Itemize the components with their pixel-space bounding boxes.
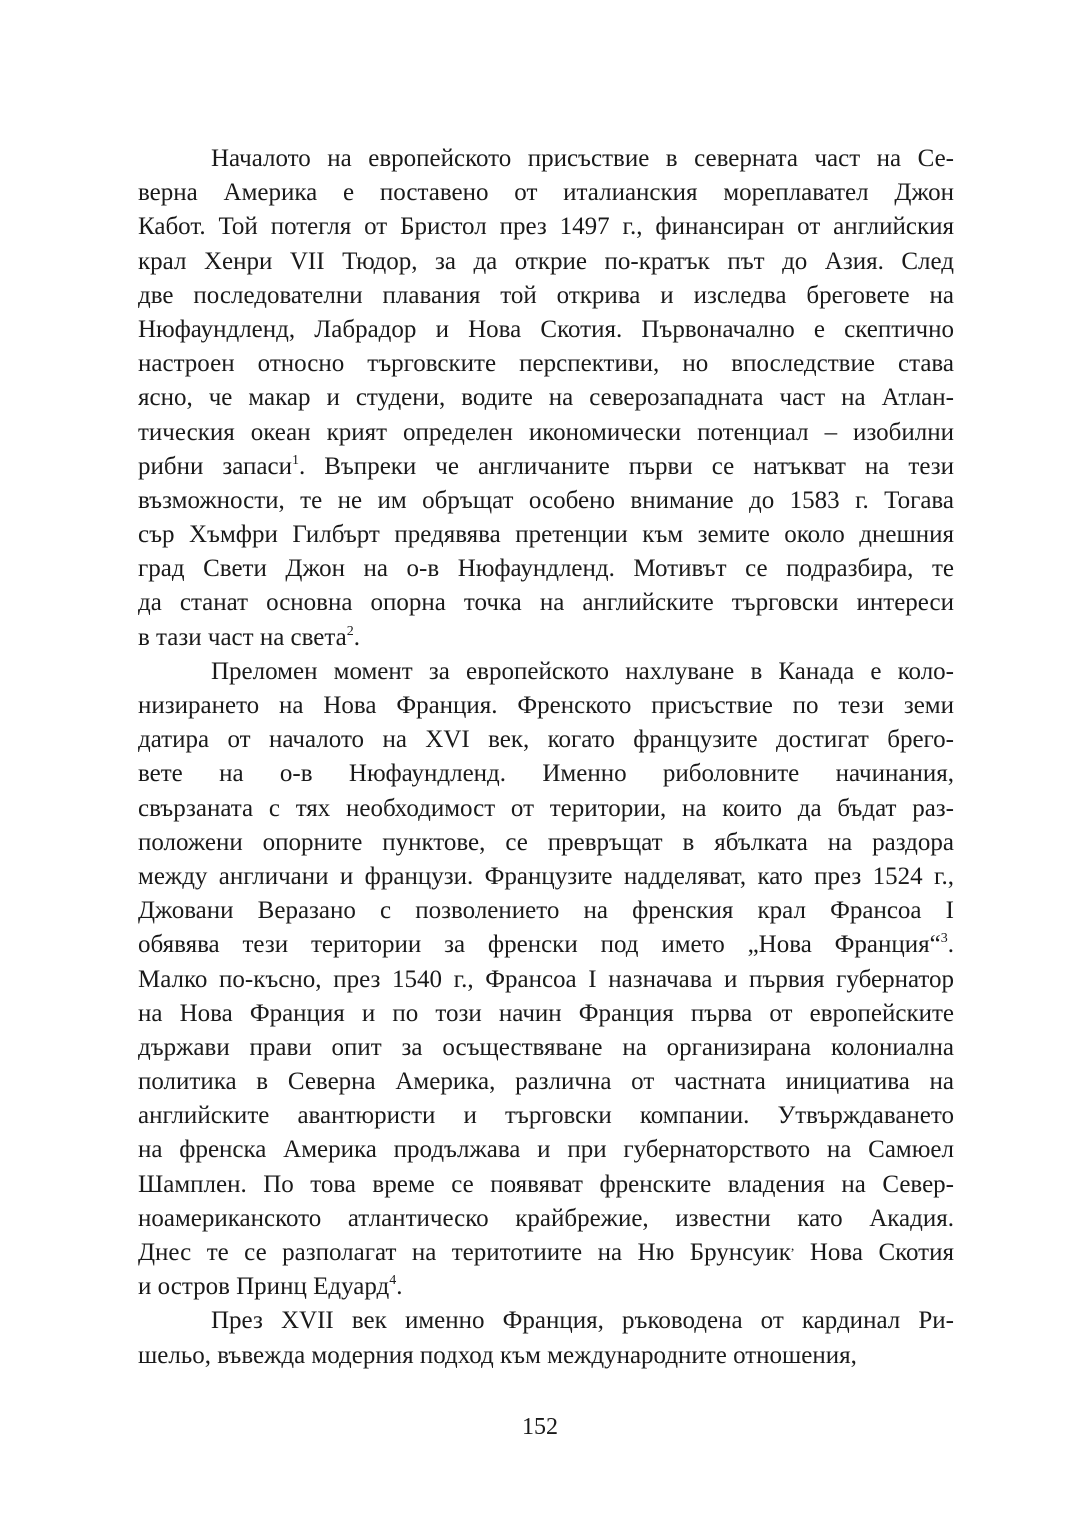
text-line: [138, 142, 954, 176]
line-text: шельо, въвежда модерния подход към международните отношения,: [138, 1341, 857, 1369]
text-line: [138, 484, 954, 518]
footnote-marker: 2: [346, 623, 354, 639]
line-text: Джовани Веразано с позволението на френския крал Франсоа I: [138, 897, 954, 925]
line-text: рибни запаси: [138, 452, 292, 480]
line-text: настроен относно търговските перспективи, но впоследствие става: [138, 350, 954, 378]
line-text: положени опорните пунктове, се превръщат в ябълката на раздора: [138, 828, 954, 856]
line-text: държави прави опит за осъществяване на организирана колониална: [138, 1033, 954, 1061]
text-line: [138, 894, 954, 928]
text-line: [138, 313, 954, 347]
text-line: [138, 1168, 954, 1202]
text-line: [138, 1133, 954, 1167]
text-line: [138, 347, 954, 381]
text-line: [138, 689, 954, 723]
line-text: свързаната с тях необходимост от територии, на които да бъдат раз-: [138, 794, 954, 822]
paragraph: [138, 655, 954, 1305]
line-text: .: [947, 931, 954, 959]
text-line: [138, 621, 954, 655]
line-text: Нюфаундленд, Лабрадор и Нова Скотия. Първоначално е скептично: [138, 315, 954, 343]
text-line: [138, 586, 954, 620]
line-text: в тази част на света: [138, 623, 347, 651]
line-text: между англичани и французи. Французите надделяват, като през 1524 г.,: [138, 862, 954, 890]
text-line: [138, 963, 954, 997]
text-line: [138, 928, 954, 962]
line-text: и остров Принц Едуард: [138, 1273, 390, 1301]
text-line: [138, 723, 954, 757]
line-text: сър Хъмфри Гилбърт предявява претенции към земите около днешния: [138, 521, 954, 549]
line-text: крал Хенри VII Тюдор, за да открие по-кратък път до Азия. След: [138, 247, 954, 275]
line-text: вете на о-в Нюфаундленд. Именно риболовните начинания,: [138, 760, 954, 788]
text-line: [138, 1339, 954, 1373]
text-line: [138, 860, 954, 894]
text-line: [138, 655, 954, 689]
footnote-marker: 4: [389, 1273, 397, 1289]
line-text: две последователни плавания той открива и изследва бреговете на: [138, 281, 954, 309]
paragraph: [138, 1304, 954, 1372]
page-body: [138, 142, 954, 1373]
line-text: Началото на европейското присъствие в северната част на Се-: [211, 145, 954, 172]
text-line: [138, 826, 954, 860]
line-text: на Нова Франция и по този начин Франция първа от европейските: [138, 999, 954, 1027]
line-text: Нова Скотия: [794, 1239, 954, 1266]
line-text: верна Америка е поставено от италианския мореплавател Джон: [138, 179, 954, 207]
text-line: [138, 518, 954, 552]
line-text: Днес те се разполагат на теритотиите на Ню Брунсуик: [138, 1239, 791, 1266]
line-text: ясно, че макар и студени, водите на северозападната част на Атлан-: [138, 384, 954, 412]
line-text: . Въпреки че англичаните първи се натъкват на тези: [298, 452, 954, 480]
footnote-marker: 1: [291, 452, 299, 468]
text-line: [138, 792, 954, 826]
footnote-marker: 3: [940, 931, 948, 947]
line-text: да станат основна опорна точка на английските търговски интереси: [138, 589, 954, 617]
line-text: .: [353, 623, 360, 651]
footnote-marker: ,: [790, 1239, 795, 1254]
line-text: датира от началото на XVI век, когато французите достигат брего-: [138, 726, 954, 754]
text-line: [138, 1304, 954, 1338]
text-line: [138, 210, 954, 244]
text-line: [138, 1202, 954, 1236]
line-text: политика в Северна Америка, различна от частната инициатива на: [138, 1068, 954, 1096]
text-line: [138, 450, 954, 484]
line-text: низирането на Нова Франция. Френското присъствие по тези земи: [138, 692, 954, 719]
text-line: [138, 757, 954, 791]
text-line: [138, 176, 954, 210]
line-text: обявява тези територии за френски под името „Нова Франция“: [138, 931, 941, 959]
text-line: [138, 381, 954, 415]
text-line: [138, 1099, 954, 1133]
line-text: Шамплен. По това време се появяват френските владения на Север-: [138, 1170, 954, 1198]
line-text: ноамериканското атлантическо крайбрежие, известни като Акадия.: [138, 1204, 954, 1232]
text-line: [138, 1270, 954, 1304]
line-text: на френска Америка продължава и при губернаторството на Самюел: [138, 1136, 954, 1164]
paragraph: [138, 142, 954, 655]
text-line: [138, 1236, 954, 1270]
line-text: Преломен момент за европейското нахлуване в Канада е коло-: [211, 657, 954, 685]
line-text: възможности, те не им обръщат особено внимание до 1583 г. Тогава: [138, 486, 954, 514]
line-text: Малко по-късно, през 1540 г., Франсоа I назначава и първия губернатор: [138, 965, 954, 993]
text-line: [138, 279, 954, 313]
line-text: тическия океан крият определен икономически потенциал – изобилни: [138, 418, 954, 446]
page-number: 152: [522, 1414, 558, 1440]
text-line: [138, 552, 954, 586]
line-text: град Свети Джон на о-в Нюфаундленд. Мотивът се подразбира, те: [138, 555, 954, 583]
line-text: Кабот. Той потегля от Бристол през 1497 г., финансиран от английския: [138, 213, 954, 241]
line-text: .: [396, 1273, 403, 1301]
text-line: [138, 245, 954, 279]
text-line: [138, 416, 954, 450]
text-line: [138, 997, 954, 1031]
text-line: [138, 1065, 954, 1099]
line-text: През XVII век именно Франция, ръководена от кардинал Ри-: [211, 1307, 954, 1335]
text-line: [138, 1031, 954, 1065]
line-text: английските авантюристи и търговски компании. Утвърждаването: [138, 1102, 954, 1130]
